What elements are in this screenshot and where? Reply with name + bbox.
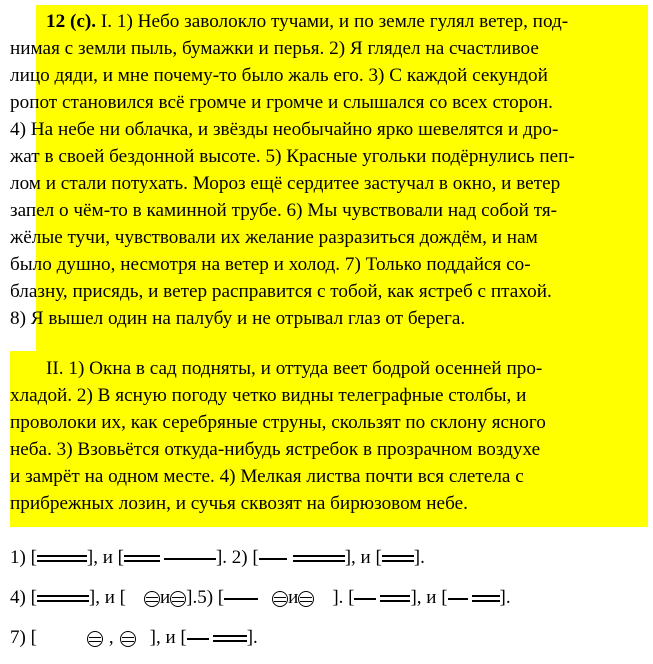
predicate-line — [380, 595, 410, 602]
predicate-line — [213, 635, 247, 642]
text-line — [46, 9, 646, 35]
scheme-text: ]. 2) [ — [215, 547, 259, 568]
subject-line — [448, 598, 468, 600]
text-line: лом и стали потухать. Мороз ещё сердитее застучал в окно, и ветер — [10, 173, 561, 194]
scheme-text: ], и [ — [86, 547, 124, 568]
scheme-text: 7) [ — [10, 627, 37, 648]
predicate-line — [472, 595, 500, 602]
subject-line — [187, 638, 209, 640]
text-line: нимая с земли пыль, бумажки и перья. 2) Я глядел на счастливое — [10, 38, 539, 59]
scheme-text: ]. — [413, 547, 425, 568]
text-line: жёлые тучи, чувствовали их желание разразиться дождём, и нам — [10, 227, 538, 248]
text-line: проволоки их, как серебряные струны, скользят по склону ясного — [10, 412, 546, 433]
text-line: блазну, присядь, и ветер расправится с тобой, как ястреб с птахой. — [10, 281, 552, 302]
homogeneous-circle-icon — [87, 631, 103, 647]
homogeneous-circle-icon — [272, 591, 288, 607]
text-line: 8) Я вышел один на палубу и не отрывал глаз от берега. — [10, 308, 466, 329]
predicate-line — [382, 555, 414, 562]
subject-line — [259, 558, 287, 560]
text-line: 4) На небе ни облачка, и звёзды необычайно ярко шевелятся и дро- — [10, 119, 559, 140]
scheme-text: 1) [ — [10, 547, 37, 568]
scheme-text: и — [288, 587, 299, 608]
predicate-line — [293, 555, 345, 562]
text-line: запел о чём-то в каминной трубе. 6) Мы чувствовали над собой тя- — [10, 200, 558, 221]
scheme-text: и — [159, 587, 171, 608]
subject-line — [354, 598, 376, 600]
scheme-text: 4) [ — [10, 587, 37, 608]
scheme-row-2 — [10, 586, 511, 610]
scheme-text: ]. — [499, 587, 511, 608]
text-line: прибрежных лозин, и сучья сквозят на бирюзовом небе. — [10, 493, 468, 514]
homogeneous-circle-icon — [298, 591, 314, 607]
scheme-text: ], и [ — [410, 587, 448, 608]
homogeneous-circle-icon — [144, 591, 160, 607]
text-line: жат в своей бездонной высоте. 5) Красные угольки подёрнулись пеп- — [10, 146, 575, 167]
text-line: было душно, несмотря на ветер и холод. 7) Только поддайся со- — [10, 254, 531, 275]
homogeneous-circle-icon — [120, 631, 136, 647]
scheme-text: , — [108, 627, 114, 648]
text-line: хладой. 2) В ясную погоду четко видны телеграфные столбы, и — [10, 385, 527, 406]
scheme-text: ], и [ — [149, 627, 187, 648]
subject-line — [164, 558, 216, 560]
scheme-text: ], и [ — [344, 547, 382, 568]
predicate-line — [37, 595, 89, 602]
scheme-text: ]. [ — [332, 587, 355, 608]
text-line: и замрёт на одном месте. 4) Мелкая листва почти вся слетела с — [10, 466, 524, 487]
scheme-text: ]. — [246, 627, 258, 648]
scheme-row-3 — [10, 626, 258, 650]
predicate-line — [124, 555, 160, 562]
scheme-row-1 — [10, 546, 425, 570]
scheme-text: ].5) [ — [186, 587, 225, 608]
text-line: II. 1) Окна в сад подняты, и оттуда веет бодрой осенней про- — [46, 358, 543, 379]
text-segment: I. 1) Небо заволокло тучами, и по земле гулял ветер, под- — [100, 11, 569, 32]
homogeneous-circle-icon — [170, 591, 186, 607]
predicate-line — [37, 555, 87, 562]
subject-line — [224, 598, 258, 600]
exercise-number: 12 (с). — [46, 11, 97, 32]
text-line: неба. 3) Взовьётся откуда-нибудь ястребок в прозрачном воздухе — [10, 439, 541, 460]
text-line: лицо дяди, и мне почему-то было жаль его. 3) С каждой секундой — [10, 65, 548, 86]
text-line: ропот становился всё громче и громче и слышался со всех сторон. — [10, 92, 553, 113]
scheme-text: ], и [ — [88, 587, 126, 608]
